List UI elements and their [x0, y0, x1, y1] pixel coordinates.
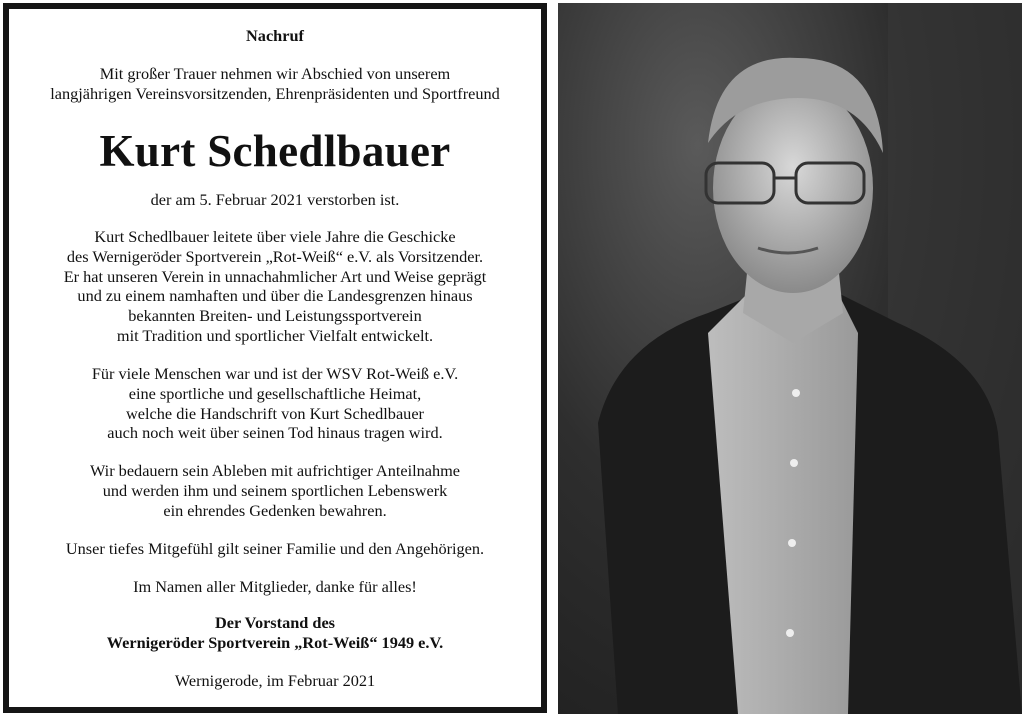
- paragraph-3: [9, 461, 541, 520]
- heading: Nachruf: [246, 26, 304, 45]
- portrait-photo: [558, 3, 1022, 714]
- intro-line: Mit großer Trauer nehmen wir Abschied von unserem: [99, 64, 451, 83]
- text-line: und zu einem namhaften und über die Landesgrenzen hinaus: [77, 286, 473, 306]
- text-line: bekannten Breiten- und Leistungssportverein: [128, 306, 422, 326]
- text-line: Für viele Menschen war und ist der WSV Rot-Weiß e.V.: [91, 364, 459, 383]
- text-line: welche die Handschrift von Kurt Schedlbauer: [126, 403, 424, 423]
- intro: [9, 64, 541, 104]
- death-line: der am 5. Februar 2021 verstorben ist.: [150, 190, 400, 209]
- portrait-illustration: [558, 3, 1022, 714]
- obituary-notice: [3, 3, 547, 713]
- place-date: Wernigerode, im Februar 2021: [174, 671, 376, 690]
- text-line: Wir bedauern sein Ableben mit aufrichtiger Anteilnahme: [89, 461, 461, 480]
- signature: [9, 613, 541, 653]
- text-line: eine sportliche und gesellschaftliche Heimat,: [128, 383, 422, 403]
- text-line: mit Tradition und sportlicher Vielfalt entwickelt.: [116, 325, 434, 345]
- text-line: und werden ihm und seinem sportlichen Lebenswerk: [102, 480, 448, 500]
- thanks: Im Namen aller Mitglieder, danke für alles!: [133, 577, 417, 596]
- paragraph-2: [9, 364, 541, 443]
- paragraph-1: [9, 227, 541, 346]
- text-line: Er hat unseren Verein in unnachahmlicher Art und Weise geprägt: [63, 266, 487, 286]
- text-line: Wernigeröder Sportverein „Rot-Weiß“ 1949 e.V.: [106, 632, 444, 652]
- text-line: ein ehrendes Gedenken bewahren.: [163, 500, 387, 520]
- text-line: auch noch weit über seinen Tod hinaus tragen wird.: [107, 423, 443, 443]
- sympathy: Unser tiefes Mitgefühl gilt seiner Familie und den Angehörigen.: [65, 539, 485, 558]
- deceased-name: Kurt Schedlbauer: [99, 126, 451, 176]
- intro-line: langjährigen Vereinsvorsitzenden, Ehrenpräsidenten und Sportfreund: [50, 83, 500, 103]
- text-line: Der Vorstand des: [214, 613, 336, 632]
- text-line: Kurt Schedlbauer leitete über viele Jahre die Geschicke: [94, 227, 456, 246]
- text-line: des Wernigeröder Sportverein „Rot-Weiß“ e.V. als Vorsitzender.: [66, 246, 484, 266]
